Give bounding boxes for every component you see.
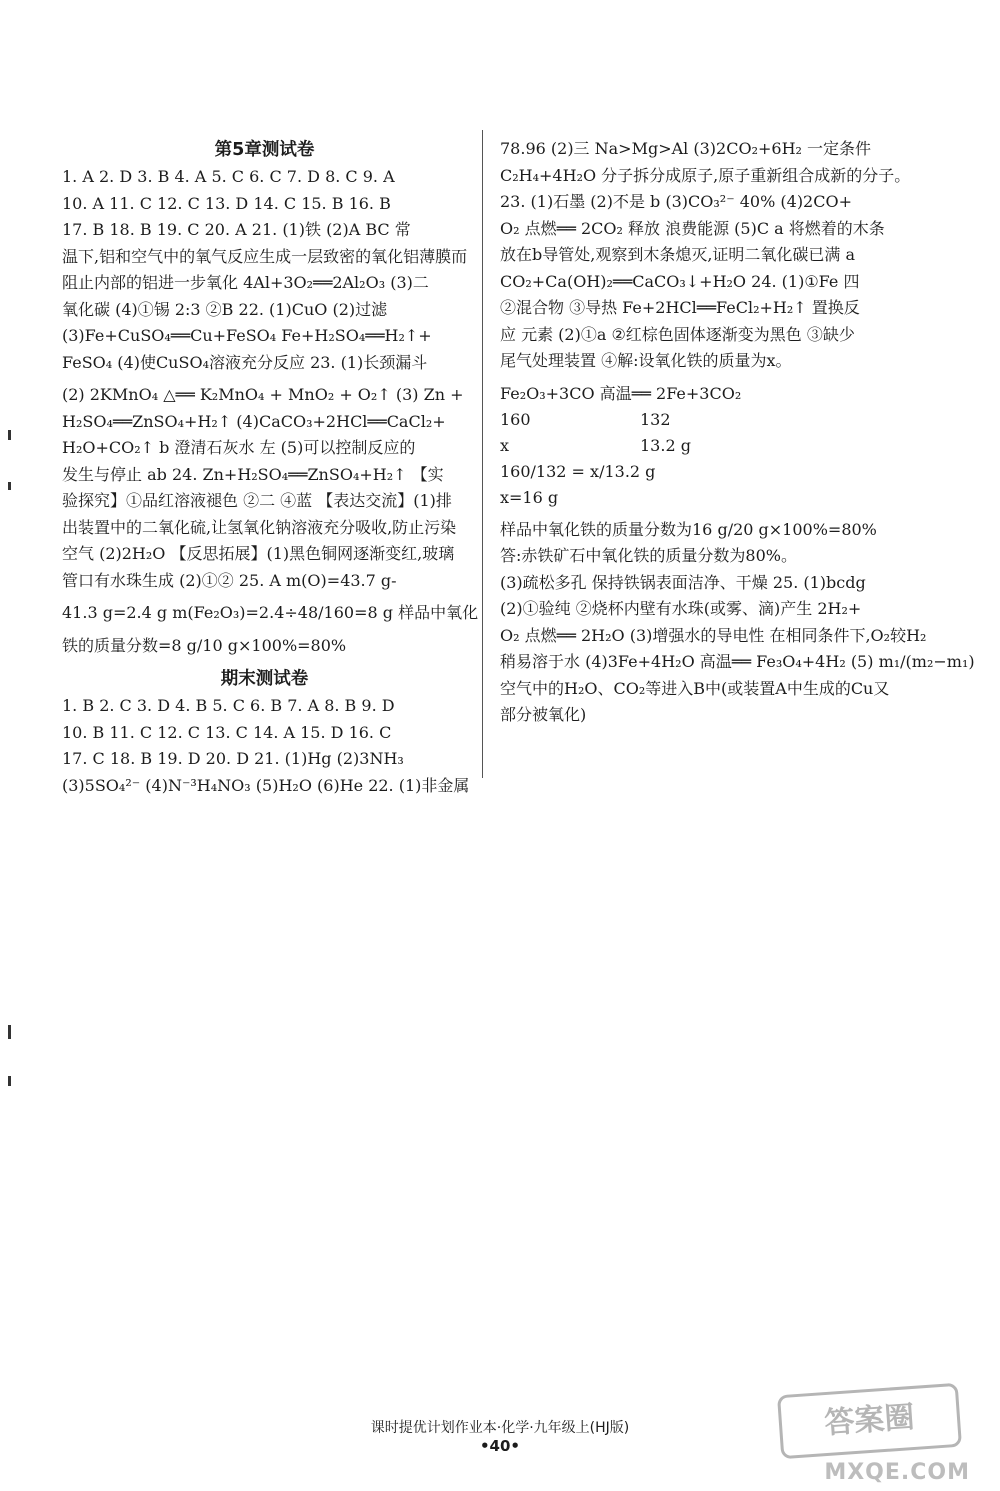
calc-cell: 132 — [640, 409, 671, 429]
answer-line: 氧化碳 (4)①锡 2:3 ②B 22. (1)CuO (2)过滤 — [62, 299, 388, 319]
margin-mark — [8, 430, 11, 440]
margin-mark — [8, 1025, 11, 1039]
right-column — [500, 136, 975, 729]
answer-line: 答:赤铁矿石中氧化铁的质量分数为80%。 — [500, 546, 797, 565]
calculation-block — [500, 381, 910, 511]
watermark-badge: 答案圈 — [777, 1383, 962, 1459]
answer-line: 41.3 g=2.4 g m(Fe₂O₃)=2.4÷48/160=8 g 样品中氧化 — [62, 603, 479, 622]
answer-line: 10. B 11. C 12. C 13. C 14. A 15. D 16. C — [62, 722, 392, 742]
answer-line: ②混合物 ③导热 Fe+2HCl══FeCl₂+H₂↑ 置换反 — [500, 298, 860, 317]
answer-line: 空气 (2)2H₂O 【反思拓展】(1)黑色铜网逐渐变红,玻璃 — [62, 544, 455, 563]
chapter5-test-title: 第5章测试卷 — [214, 140, 315, 160]
answer-line: 空气中的H₂O、CO₂等进入B中(或装置A中生成的Cu又 — [500, 678, 890, 698]
answer-line: 应 元素 (2)①a ②红棕色固体逐渐变为黑色 ③缺少 — [500, 324, 855, 344]
answer-line: 出装置中的二氧化硫,让氢氧化钠溶液充分吸收,防止污染 — [62, 517, 457, 537]
answer-line: 1. A 2. D 3. B 4. A 5. C 6. C 7. D 8. C 9. A — [62, 167, 395, 186]
continued-answers — [500, 136, 910, 375]
answer-line: 稍易溶于水 (4)3Fe+4H₂O 高温══ Fe₃O₄+4H₂ (5) m₁/(m₂−m₁) — [500, 652, 975, 671]
answer-line: 管口有水珠生成 (2)①② 25. A m(O)=43.7 g- — [62, 570, 397, 590]
final-answers — [62, 693, 470, 799]
answer-line: H₂O+CO₂↑ b 澄清石灰水 左 (5)可以控制反应的 — [62, 438, 416, 457]
margin-mark — [8, 482, 11, 490]
answer-line: 铁的质量分数=8 g/10 g×100%=80% — [62, 635, 347, 655]
proportion: 160/132 = x/13.2 g — [500, 461, 656, 481]
answer-line: (3)Fe+CuSO₄══Cu+FeSO₄ Fe+H₂SO₄══H₂↑+ — [62, 326, 432, 345]
answer-line: (2)①验纯 ②烧杯内壁有水珠(或雾、滴)产生 2H₂+ — [500, 599, 862, 618]
continued-answers-2 — [500, 517, 975, 729]
answer-line: O₂ 点燃══ 2CO₂ 释放 浪费能源 (5)C a 将燃着的木条 — [500, 218, 885, 238]
answer-line: 发生与停止 ab 24. Zn+H₂SO₄══ZnSO₄+H₂↑ 【实 — [62, 464, 444, 484]
answer-line: (3)疏松多孔 保持铁锅表面洁净、干燥 25. (1)bcdg — [500, 572, 866, 592]
result: x=16 g — [500, 487, 559, 507]
answer-line: CO₂+Ca(OH)₂══CaCO₃↓+H₂O 24. (1)①Fe 四 — [500, 271, 860, 291]
answer-line: 尾气处理装置 ④解:设氧化铁的质量为x。 — [500, 351, 792, 370]
answer-line: 1. B 2. C 3. D 4. B 5. C 6. B 7. A 8. B 9. D — [62, 696, 395, 715]
answer-line: 23. (1)石墨 (2)不是 b (3)CO₃²⁻ 40% (4)2CO+ — [500, 192, 853, 211]
answer-line: 部分被氧化) — [500, 705, 587, 724]
answer-line: 温下,铝和空气中的氧气反应生成一层致密的氧化铝薄膜而 — [62, 246, 468, 266]
chapter5-answers — [62, 164, 479, 659]
equation: Fe₂O₃+3CO 高温══ 2Fe+3CO₂ — [500, 383, 742, 403]
answer-line: 放在b导管处,观察到木条熄灭,证明二氧化碳已满 a — [500, 245, 856, 264]
answer-line: (3)5SO₄²⁻ (4)N⁻³H₄NO₃ (5)H₂O (6)He 22. (1)非金属 — [62, 775, 470, 795]
calc-cell: 13.2 g — [640, 435, 691, 455]
watermark-site: MXQE.COM — [824, 1460, 970, 1485]
calc-cell: x — [500, 435, 510, 455]
answer-line: 10. A 11. C 12. C 13. D 14. C 15. B 16. B — [62, 193, 391, 213]
left-column — [62, 136, 479, 799]
answer-line: 阻止内部的铝进一步氧化 4Al+3O₂══2Al₂O₃ (3)二 — [62, 273, 429, 292]
footer-book-title: 课时提优计划作业本·化学·九年级上(HJ版) — [370, 1420, 630, 1436]
answer-line: 验探究】①品红溶液褪色 ②二 ④蓝 【表达交流】(1)排 — [62, 491, 452, 510]
answer-line: FeSO₄ (4)使CuSO₄溶液充分反应 23. (1)长颈漏斗 — [62, 352, 428, 372]
answer-line: 17. B 18. B 19. C 20. A 21. (1)铁 (2)A BC 常 — [62, 220, 411, 239]
answer-line: C₂H₄+4H₂O 分子拆分成原子,原子重新组合成新的分子。 — [500, 165, 911, 185]
answer-line: 17. C 18. B 19. D 20. D 21. (1)Hg (2)3NH₃ — [62, 749, 404, 768]
calc-cell: 160 — [500, 409, 531, 429]
final-test-title: 期末测试卷 — [220, 669, 309, 689]
margin-mark — [8, 1076, 11, 1086]
answer-line: H₂SO₄══ZnSO₄+H₂↑ (4)CaCO₃+2HCl══CaCl₂+ — [62, 411, 446, 431]
page-number: •40• — [479, 1437, 521, 1455]
answer-line: 78.96 (2)三 Na>Mg>Al (3)2CO₂+6H₂ 一定条件 — [500, 139, 872, 158]
answer-line: 样品中氧化铁的质量分数为16 g/20 g×100%=80% — [500, 519, 877, 539]
answer-line: O₂ 点燃══ 2H₂O (3)增强水的导电性 在相同条件下,O₂较H₂ — [500, 625, 927, 645]
answer-line: (2) 2KMnO₄ △══ K₂MnO₄ + MnO₂ + O₂↑ (3) Zn + — [62, 385, 464, 404]
column-divider — [482, 130, 483, 778]
